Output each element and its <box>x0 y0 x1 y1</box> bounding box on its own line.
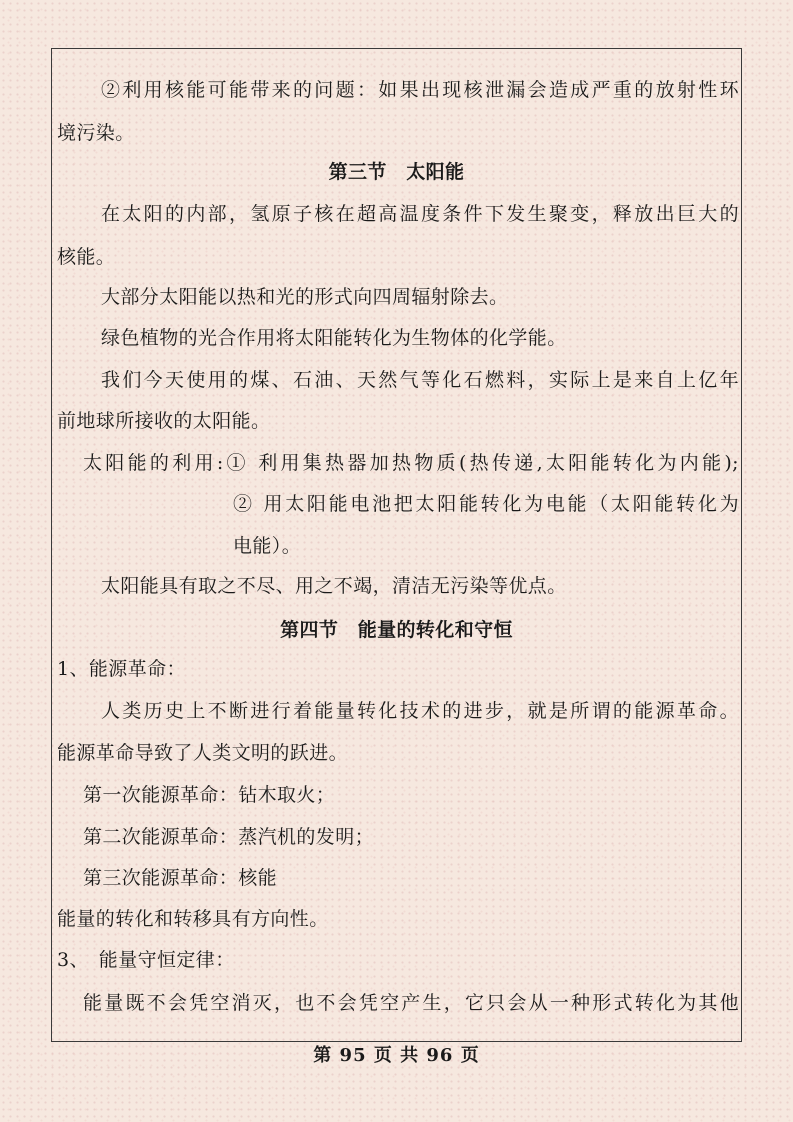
text-line: 我们今天使用的煤、石油、天然气等化石燃料，实际上是来自上亿年 <box>101 369 739 391</box>
text-line: 太阳能的利用:① 利用集热器加热物质(热传递,太阳能转化为内能); <box>83 452 739 474</box>
text-line: 能源革命导致了人类文明的跃进。 <box>57 742 349 764</box>
text-line: 电能）。 <box>233 535 302 557</box>
text-line: ② 用太阳能电池把太阳能转化为电能（太阳能转化为 <box>233 493 739 515</box>
text-line: 大部分太阳能以热和光的形式向四周辐射除去。 <box>101 286 509 308</box>
text-line: 第三次能源革命：核能 <box>83 867 278 889</box>
text-line: 能量既不会凭空消灭，也不会凭空产生，它只会从一种形式转化为其他 <box>83 992 739 1014</box>
text-line: 3、 能量守恒定律： <box>57 949 235 971</box>
text-line: ②利用核能可能带来的问题：如果出现核泄漏会造成严重的放射性环 <box>101 79 739 101</box>
text-line: 第一次能源革命：钻木取火； <box>83 784 336 806</box>
text-line: 第二次能源革命：蒸汽机的发明； <box>83 826 375 848</box>
page-border <box>51 48 742 1042</box>
text-line: 在太阳的内部，氢原子核在超高温度条件下发生聚变，释放出巨大的 <box>101 203 739 225</box>
text-line: 太阳能具有取之不尽、用之不竭，清洁无污染等优点。 <box>101 575 567 597</box>
text-line: 核能。 <box>57 246 116 268</box>
text-line: 能量的转化和转移具有方向性。 <box>57 908 329 930</box>
text-line: 绿色植物的光合作用将太阳能转化为生物体的化学能。 <box>101 327 567 349</box>
section-heading: 第三节 太阳能 <box>328 161 465 183</box>
text-line: 1、能源革命： <box>57 658 186 680</box>
page-number: 第 95 页 共 96 页 <box>313 1045 480 1066</box>
text-line: 境污染。 <box>57 122 135 144</box>
section-heading: 第四节 能量的转化和守恒 <box>280 619 513 641</box>
text-line: 人类历史上不断进行着能量转化技术的进步，就是所谓的能源革命。 <box>101 700 739 722</box>
text-line: 前地球所接收的太阳能。 <box>57 410 271 432</box>
